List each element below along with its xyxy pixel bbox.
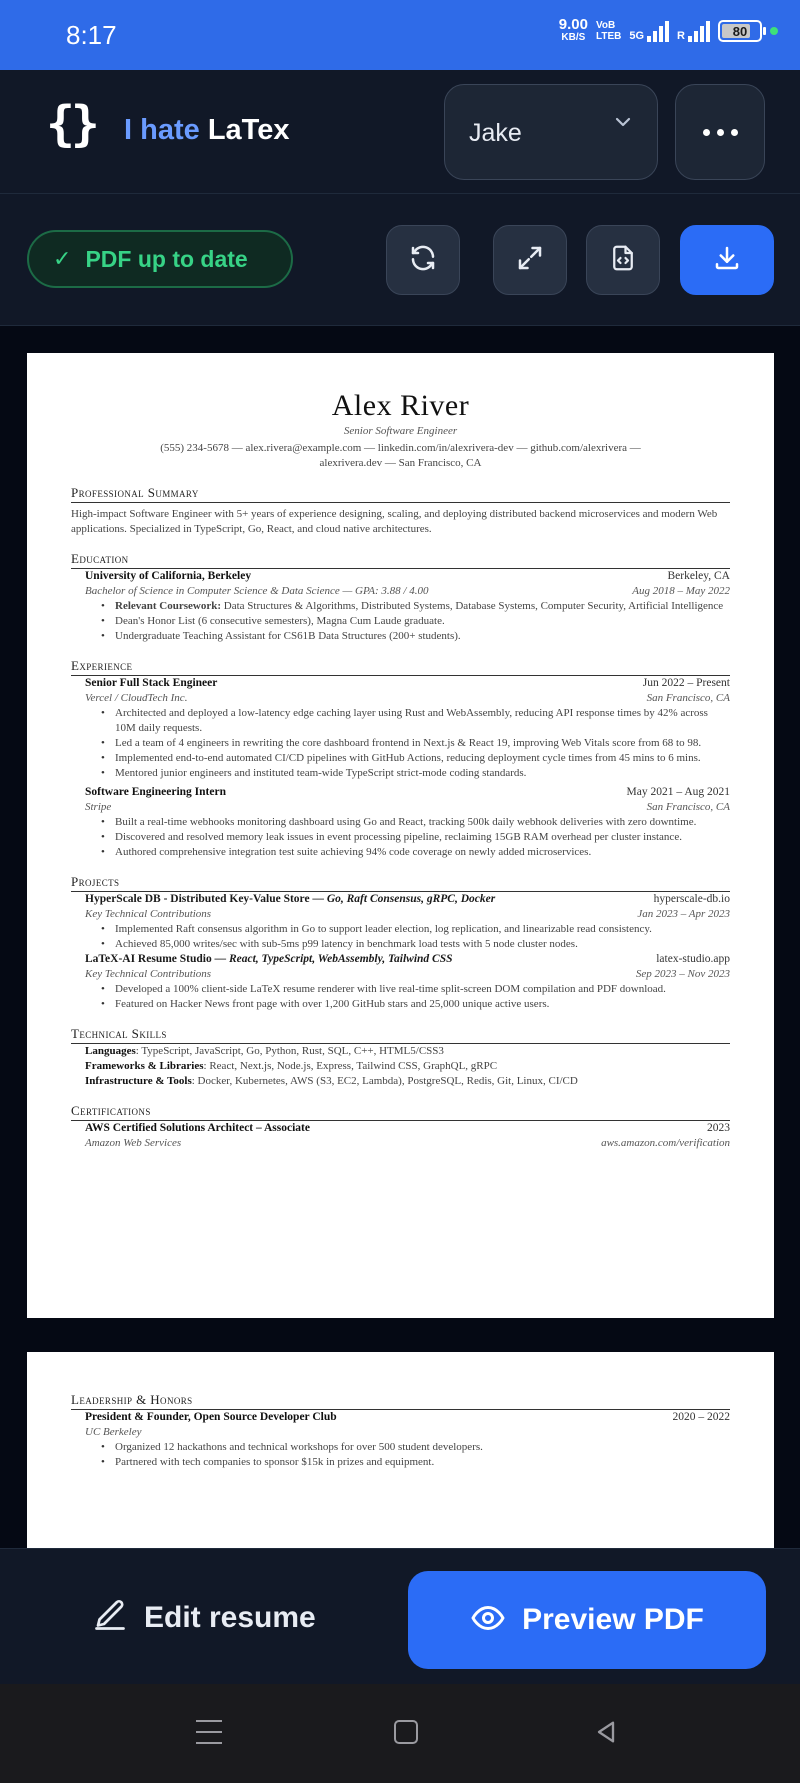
list-item: • Implemented Raft consensus algorithm in Go to support leader election, log replication, and linearizable read consistency. bbox=[101, 922, 730, 937]
view-source-button[interactable] bbox=[586, 225, 660, 295]
coursework-label: Relevant Coursework: bbox=[115, 600, 222, 612]
experience-entry bbox=[85, 676, 730, 860]
expand-icon bbox=[515, 243, 545, 278]
lte-label: LTEB bbox=[595, 31, 622, 42]
section-heading-education: Education bbox=[71, 551, 730, 569]
section-heading-skills: Technical Skills bbox=[71, 1026, 730, 1044]
education-dates: Aug 2018 – May 2022 bbox=[632, 585, 730, 597]
signal-5g-icon bbox=[629, 20, 669, 42]
job-dates: May 2021 – Aug 2021 bbox=[626, 786, 730, 798]
project-dates: Jan 2023 – Apr 2023 bbox=[637, 908, 730, 920]
skills-languages-label: Languages bbox=[85, 1045, 136, 1057]
section-heading-certifications: Certifications bbox=[71, 1103, 730, 1121]
leadership-org: UC Berkeley bbox=[85, 1426, 142, 1438]
pencil-icon bbox=[92, 1597, 128, 1638]
signal-5g-label: 5G bbox=[629, 30, 645, 42]
job-location: San Francisco, CA bbox=[646, 692, 730, 704]
signal-strength-icon: R bbox=[677, 20, 710, 42]
resume-title: Senior Software Engineer bbox=[343, 425, 458, 437]
resume-page-content bbox=[71, 353, 730, 1150]
coursework-text: Data Structures & Algorithms, Distributed Systems, Database Systems, Computer Security, Artificial Intelligence bbox=[221, 600, 724, 612]
app-logo-text bbox=[124, 114, 289, 147]
edit-resume-button[interactable] bbox=[92, 1597, 316, 1638]
list-item: • Undergraduate Teaching Assistant for CS61B Data Structures (200+ students). bbox=[101, 629, 730, 644]
recent-apps-icon[interactable] bbox=[196, 1720, 222, 1744]
chevron-down-icon bbox=[615, 111, 631, 134]
contact-line-1: (555) 234-5678 — alex.rivera@example.com — linkedin.com/in/alexrivera-dev — github.com/alexrivera — bbox=[160, 442, 641, 454]
download-icon bbox=[712, 243, 742, 278]
privacy-indicator-dot bbox=[770, 27, 778, 35]
project-link: hyperscale-db.io bbox=[653, 893, 730, 905]
skills-frameworks: : React, Next.js, Node.js, Express, Tailwind CSS, GraphQL, gRPC bbox=[203, 1060, 498, 1072]
pdf-status-text: PDF up to date bbox=[85, 245, 248, 272]
refresh-button[interactable] bbox=[386, 225, 460, 295]
volte-indicator bbox=[596, 20, 621, 42]
job-company: Vercel / CloudTech Inc. bbox=[85, 692, 188, 704]
list-item bbox=[101, 599, 730, 614]
check-icon: ✓ bbox=[53, 246, 72, 271]
list-item: • Partnered with tech companies to sponsor $15k in prizes and equipment. bbox=[101, 1455, 730, 1470]
skills-languages: : TypeScript, JavaScript, Go, Python, Rust, SQL, C++, HTML5/CSS3 bbox=[135, 1045, 444, 1057]
leadership-role: President & Founder, Open Source Developer Club bbox=[85, 1411, 337, 1423]
more-options-button[interactable] bbox=[675, 84, 765, 180]
cert-name: AWS Certified Solutions Architect – Associate bbox=[85, 1122, 310, 1134]
job-role: Senior Full Stack Engineer bbox=[85, 677, 218, 689]
project-sub: Key Technical Contributions bbox=[85, 968, 212, 980]
home-icon[interactable] bbox=[394, 1720, 418, 1744]
battery-icon bbox=[718, 20, 762, 42]
logo-prefix: I hate bbox=[124, 114, 200, 146]
battery-level: 80 bbox=[732, 23, 748, 39]
projects-entry bbox=[85, 892, 730, 1012]
section-heading-leadership: Leadership & Honors bbox=[71, 1392, 730, 1410]
school-location: Berkeley, CA bbox=[667, 570, 730, 582]
list-item: • Built a real-time webhooks monitoring dashboard using Go and React, tracking 500k daily webhook deliveries with zero downtime. bbox=[101, 815, 730, 830]
pdf-page-2 bbox=[27, 1352, 774, 1548]
volte-label: VoB bbox=[595, 20, 616, 31]
job-company: Stripe bbox=[85, 801, 112, 813]
system-nav-bar bbox=[0, 1684, 800, 1783]
code-file-icon bbox=[608, 243, 638, 278]
list-item: • Implemented end-to-end automated CI/CD pipelines with GitHub Actions, reducing deployment cycle times from 45 mins to 6 mins. bbox=[101, 751, 730, 766]
contact-line-2: alexrivera.dev — San Francisco, CA bbox=[319, 457, 482, 469]
edit-resume-label: Edit resume bbox=[144, 1600, 316, 1634]
resume-contact bbox=[101, 441, 700, 471]
network-speed bbox=[559, 18, 588, 44]
cert-issuer: Amazon Web Services bbox=[85, 1137, 182, 1149]
pdf-preview-area[interactable] bbox=[0, 326, 800, 1548]
app-header bbox=[0, 70, 800, 194]
project-sub: Key Technical Contributions bbox=[85, 908, 212, 920]
logo-suffix: LaTex bbox=[207, 114, 290, 146]
skills-list bbox=[85, 1044, 730, 1089]
list-item: • Authored comprehensive integration test suite achieving 94% code coverage on newly added microservices. bbox=[101, 845, 730, 860]
certification-entry bbox=[85, 1121, 730, 1150]
list-item: • Featured on Hacker News front page with over 1,200 GitHub stars and 25,000 unique active users. bbox=[101, 997, 730, 1012]
eye-icon bbox=[470, 1600, 506, 1641]
leadership-entry bbox=[85, 1410, 730, 1470]
network-speed-value: 9.00 bbox=[558, 16, 588, 33]
back-icon[interactable] bbox=[592, 1718, 620, 1751]
list-item: • Developed a 100% client-side LaTeX resume renderer with live real-time split-screen DOM compilation and PDF download. bbox=[101, 982, 730, 997]
section-heading-summary: Professional Summary bbox=[71, 485, 730, 503]
project-dates: Sep 2023 – Nov 2023 bbox=[635, 968, 730, 980]
list-item: • Dean's Honor List (6 consecutive semesters), Magna Cum Laude graduate. bbox=[101, 614, 730, 629]
project-tech: — Go, Raft Consensus, gRPC, Docker bbox=[309, 893, 496, 905]
cert-link: aws.amazon.com/verification bbox=[601, 1137, 730, 1149]
list-item: • Mentored junior engineers and instituted team-wide TypeScript strict-mode coding standards. bbox=[101, 766, 730, 781]
project-link: latex-studio.app bbox=[656, 953, 730, 965]
profile-select-value: Jake bbox=[469, 119, 522, 147]
resume-page-2-content bbox=[71, 1378, 730, 1470]
project-name: HyperScale DB - Distributed Key-Value Store bbox=[85, 893, 310, 905]
bottom-action-bar bbox=[0, 1548, 800, 1684]
pdf-status-badge bbox=[27, 230, 293, 288]
education-entry bbox=[85, 569, 730, 644]
project-tech: — React, TypeScript, WebAssembly, Tailwind CSS bbox=[211, 953, 453, 965]
list-item: • Led a team of 4 engineers in rewriting the core dashboard frontend in Next.js & React 19, improving Web Vitals score from 68 to 98. bbox=[101, 736, 730, 751]
list-item: • Achieved 85,000 writes/sec with sub-5ms p99 latency in benchmark load tests with 5 node cluster nodes. bbox=[101, 937, 730, 952]
school-name: University of California, Berkeley bbox=[85, 570, 252, 582]
download-button[interactable] bbox=[680, 225, 774, 295]
skills-infra: : Docker, Kubernetes, AWS (S3, EC2, Lambda), PostgreSQL, Redis, Git, Linux, CI/CD bbox=[191, 1075, 578, 1087]
more-horizontal-icon bbox=[703, 129, 710, 136]
job-location: San Francisco, CA bbox=[646, 801, 730, 813]
profile-select[interactable] bbox=[444, 84, 658, 180]
list-item: • Discovered and resolved memory leak issues in event processing pipeline, reclaiming 15GB RAM overhead per cluster instance. bbox=[101, 830, 730, 845]
cert-year: 2023 bbox=[707, 1122, 730, 1134]
status-bar bbox=[0, 0, 800, 70]
section-heading-projects: Projects bbox=[71, 874, 730, 892]
status-time: 8:17 bbox=[66, 20, 117, 50]
summary-text: High-impact Software Engineer with 5+ years of experience designing, scaling, and deploying distributed backend microservices and modern Web applications. Specialized in TypeScript, Go, React, and cloud native architectures. bbox=[71, 508, 718, 535]
list-item: • Architected and deployed a low-latency edge caching layer using Rust and WebAssembly, reducing API response times by 42% across 10M daily requests. bbox=[101, 706, 730, 736]
preview-pdf-label: Preview PDF bbox=[522, 1603, 704, 1636]
job-dates: Jun 2022 – Present bbox=[642, 677, 730, 689]
job-role: Software Engineering Intern bbox=[85, 786, 226, 798]
skills-frameworks-label: Frameworks & Libraries bbox=[85, 1060, 204, 1072]
preview-pdf-button[interactable] bbox=[408, 1571, 766, 1669]
skills-infra-label: Infrastructure & Tools bbox=[85, 1075, 192, 1087]
status-icons bbox=[559, 18, 778, 44]
resume-name: Alex River bbox=[331, 389, 470, 422]
network-speed-unit: KB/S bbox=[561, 32, 586, 43]
braces-logo-icon: {} bbox=[46, 96, 96, 152]
section-heading-experience: Experience bbox=[71, 658, 730, 676]
leadership-dates: 2020 – 2022 bbox=[672, 1411, 730, 1423]
pdf-page-1 bbox=[27, 353, 774, 1318]
refresh-icon bbox=[408, 243, 438, 278]
toolbar bbox=[0, 194, 800, 326]
project-name: LaTeX-AI Resume Studio bbox=[85, 953, 212, 965]
list-item: • Organized 12 hackathons and technical workshops for over 500 student developers. bbox=[101, 1440, 730, 1455]
degree: Bachelor of Science in Computer Science & Data Science — GPA: 3.88 / 4.00 bbox=[85, 585, 429, 597]
fullscreen-button[interactable] bbox=[493, 225, 567, 295]
